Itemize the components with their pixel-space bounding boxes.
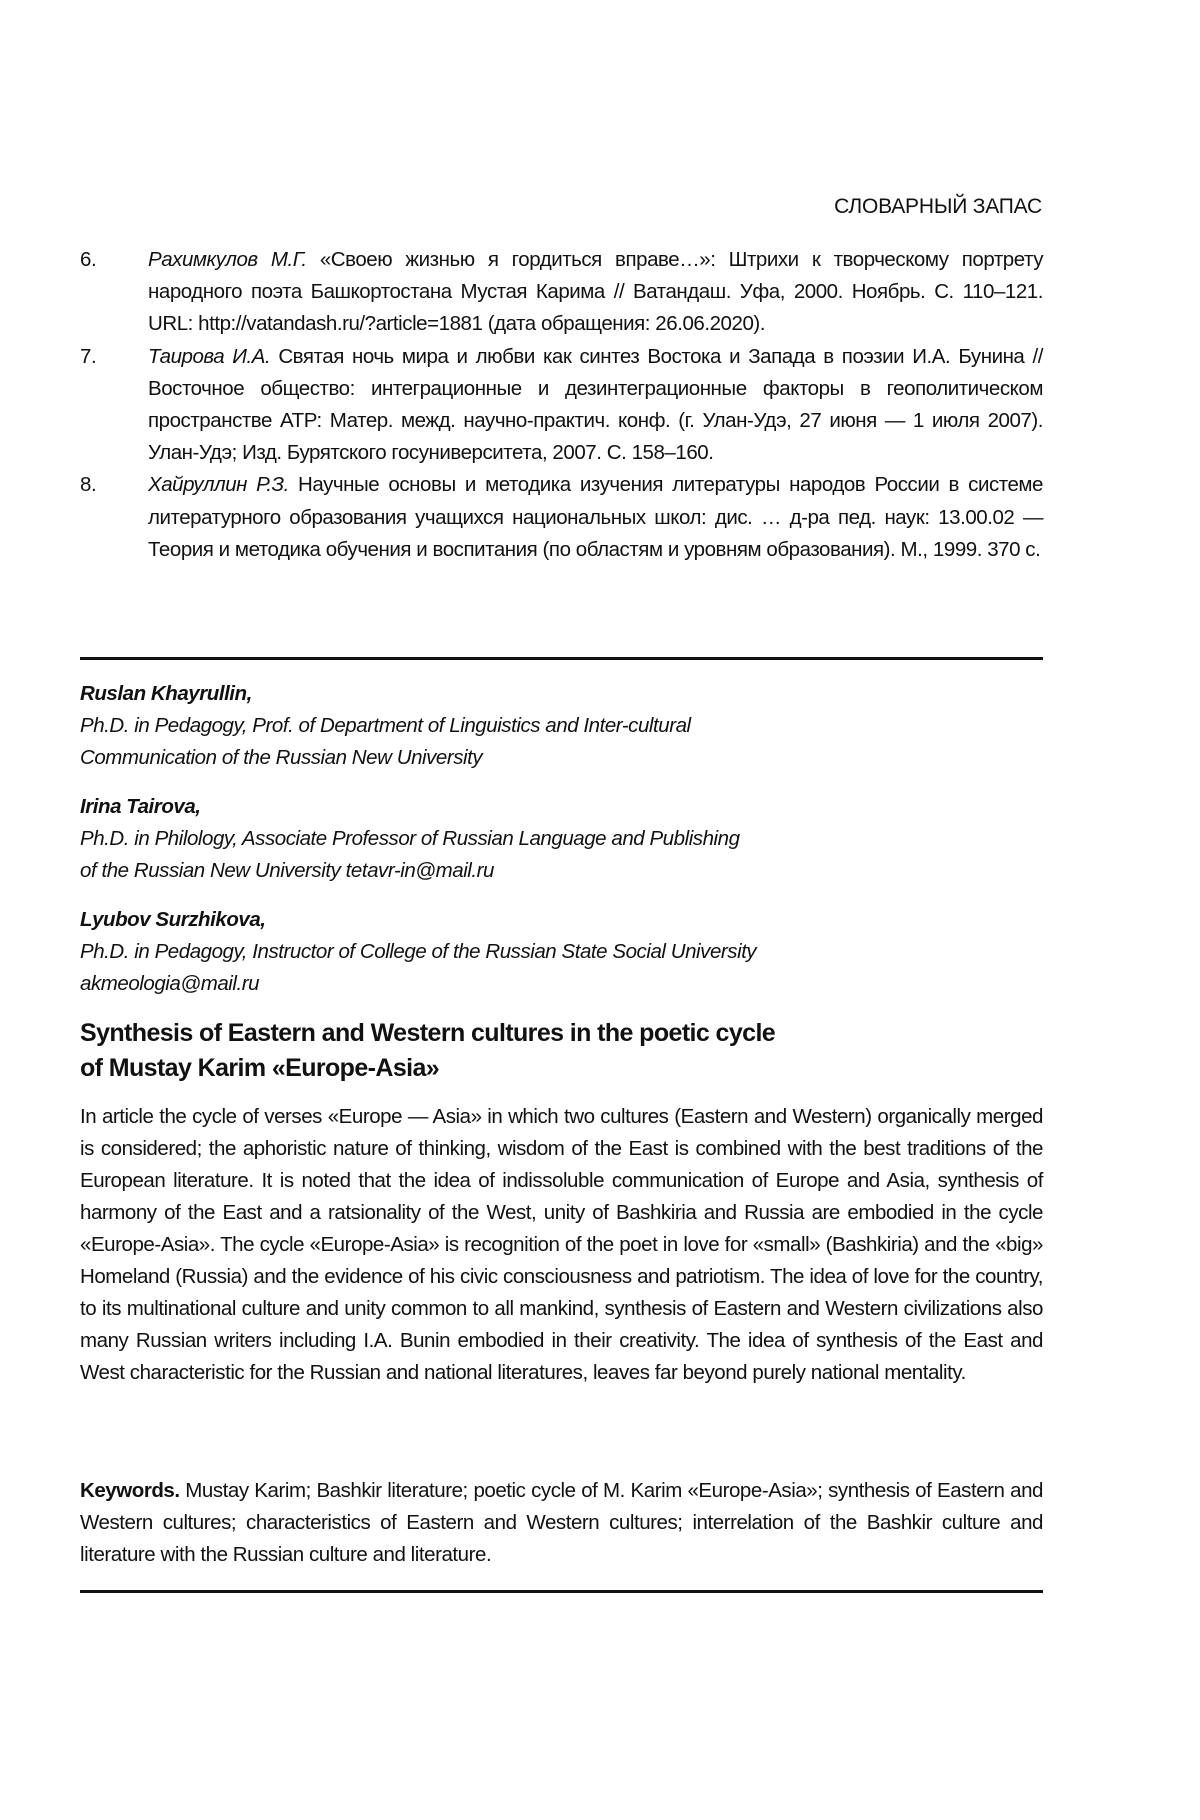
reference-number: 6. [80, 244, 148, 341]
author-name: Lyubov Surzhikova, [80, 904, 1043, 936]
author-list [80, 678, 1043, 1017]
reference-text: Научные основы и методика изучения литературы народов России в системе литературного образования учащихся национальных школ: дис. … д-ра пед. наук: 13.00.02 — Теория и методика обучения и воспитания (по областям и уровням образования). М., 1999. 370 с. [148, 473, 1043, 560]
reference-item [80, 341, 1043, 470]
author-affiliation: Communication of the Russian New University [80, 742, 1043, 774]
author-affiliation: of the Russian New University tetavr-in@mail.ru [80, 855, 1043, 887]
reference-author: Рахимкулов М.Г. [148, 248, 307, 271]
reference-text: «Своею жизнью я гордиться вправе…»: Штрихи к творческому портрету народного поэта Башкортостана Мустая Карима // Ватандаш. Уфа, 2000. Ноябрь. С. 110–121. URL: http://vatandash.ru/?article=1881 (дата обращения: 26.06.2020). [148, 248, 1043, 335]
author-block [80, 678, 1043, 774]
author-name: Ruslan Khayrullin, [80, 678, 1043, 710]
running-head: СЛОВАРНЫЙ ЗАПАС [834, 195, 1042, 219]
keywords [80, 1475, 1043, 1571]
divider-bottom [80, 1590, 1043, 1593]
keywords-label: Keywords. [80, 1479, 180, 1502]
abstract: In article the cycle of verses «Europe — Asia» in which two cultures (Eastern and Western) organically merged is considered; the aphoristic nature of thinking, wisdom of the East is combined with the best traditions of the European literature. It is noted that the idea of indissoluble communication of Europe and Asia, synthesis of harmony of the East and a ratsionality of the West, unity of Bashkiria and Russia are embodied in the cycle «Europe-Asia». The cycle «Europe-Asia» is recognition of the poet in love for «small» (Bashkiria) and the «big» Homeland (Russia) and the evidence of his civic consciousness and patriotism. The idea of love for the country, to its multinational culture and unity common to all mankind, synthesis of Eastern and Western civilizations also many Russian writers including I.A. Bunin embodied in their creativity. The idea of synthesis of the East and West characteristic for the Russian and national literatures, leaves far beyond purely national mentality. [80, 1101, 1043, 1389]
reference-author: Хайруллин Р.З. [148, 473, 289, 496]
keywords-text: Mustay Karim; Bashkir literature; poetic cycle of M. Karim «Europe-Asia»; synthesis of Eastern and Western cultures; characteristics of Eastern and Western cultures; interrelation of the Bashkir culture and literature with the Russian culture and literature. [80, 1479, 1043, 1566]
reference-number: 7. [80, 341, 148, 470]
reference-text: Святая ночь мира и любви как синтез Востока и Запада в поэзии И.А. Бунина // Восточное общество: интеграционные и дезинтеграционные факторы в геополитическом пространстве АТР: Матер. межд. научно-практич. конф. (г. Улан-Удэ, 27 июня — 1 июля 2007). Улан-Удэ; Изд. Бурятского госуниверситета, 2007. С. 158–160. [148, 345, 1043, 465]
reference-number: 8. [80, 469, 148, 566]
article-title-line: of Mustay Karim «Europe-Asia» [80, 1051, 1043, 1086]
author-name: Irina Tairova, [80, 791, 1043, 823]
author-block [80, 904, 1043, 1000]
divider-top [80, 657, 1043, 660]
reference-list [80, 244, 1043, 566]
author-affiliation: Ph.D. in Pedagogy, Prof. of Department of Linguistics and Inter-cultural [80, 710, 1043, 742]
reference-item [80, 469, 1043, 566]
reference-author: Таирова И.А. [148, 345, 270, 368]
author-affiliation: Ph.D. in Pedagogy, Instructor of College of the Russian State Social University [80, 936, 1043, 968]
author-affiliation: akmeologia@mail.ru [80, 968, 1043, 1000]
author-block [80, 791, 1043, 887]
author-affiliation: Ph.D. in Philology, Associate Professor of Russian Language and Publishing [80, 823, 1043, 855]
article-title-line: Synthesis of Eastern and Western cultures in the poetic cycle [80, 1016, 1043, 1051]
reference-item [80, 244, 1043, 341]
article-title [80, 1016, 1043, 1086]
